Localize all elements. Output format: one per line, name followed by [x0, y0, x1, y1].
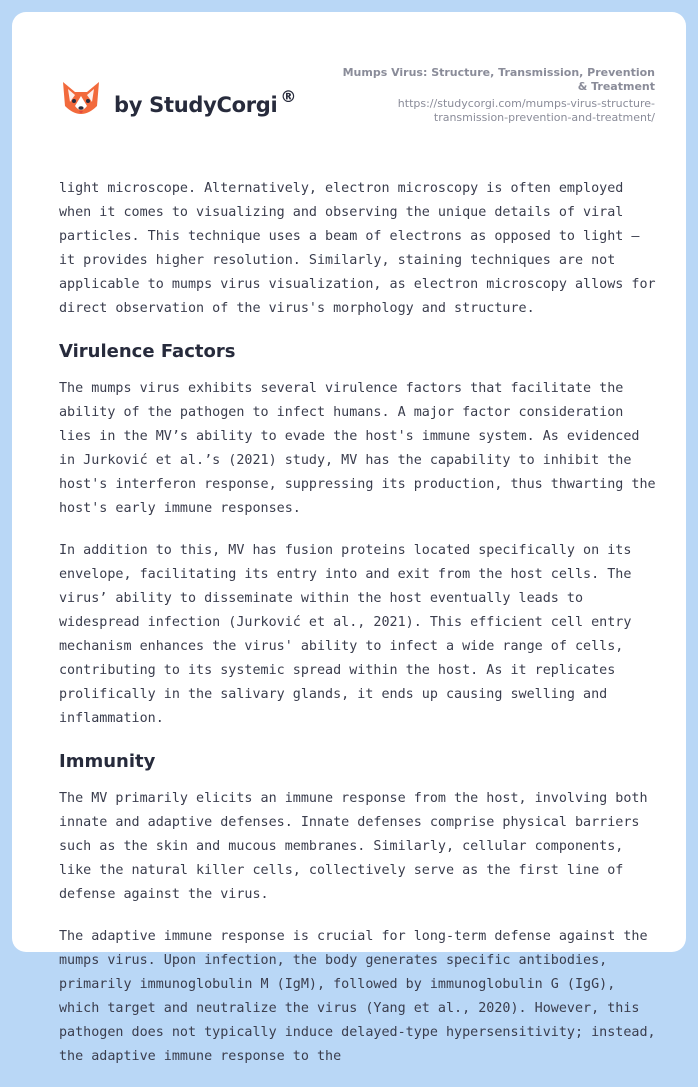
paragraph: The adaptive immune response is crucial for long-term defense against the mumps virus. Upon infection, the body generates specific antibodies, primarily immunoglobulin M (IgM), followed by immunoglobulin G (IgG), which target and neutralize the virus (Yang et al., 2020). However, this pathogen does not typically induce delayed-type hypersensitivity; instead, the adaptive immune response to the [59, 929, 656, 1064]
studycorgi-logo[interactable] [60, 76, 320, 136]
section-heading-virulence-factors: Virulence Factors [59, 341, 236, 362]
registered-mark: ® [280, 87, 297, 106]
paragraph: In addition to this, MV has fusion proteins located specifically on its envelope, facilitating its entry into and exit from the host cells. The virus’ ability to disseminate within the host eventually leads to widespread infection (Jurković et al., 2021). This efficient cell entry mechanism enhances the virus' ability to infect a wide range of cells, contributing to its systemic spread within the host. As it replicates prolifically in the salivary glands, it ends up causing swelling and inflammation. [59, 543, 632, 726]
document-title: Mumps Virus: Structure, Transmission, Prevention & Treatment [342, 66, 655, 93]
page-header [12, 12, 686, 162]
corgi-icon [60, 76, 102, 122]
document-meta [335, 66, 655, 125]
logo-text: by StudyCorgi ® [114, 87, 297, 117]
paragraph: light microscope. Alternatively, electron microscopy is often employed when it comes to visualizing and observing the unique details of viral particles. This technique uses a beam of electrons as opposed to light – it provides higher resolution. Similarly, staining techniques are not applicable to mumps virus visualization, as electron microscopy allows for direct observation of the virus's morphology and structure. [59, 181, 656, 316]
section-heading-immunity: Immunity [59, 751, 156, 772]
document-page [12, 12, 686, 1064]
paragraph: The mumps virus exhibits several virulence factors that facilitate the ability of the pathogen to infect humans. A major factor consideration lies in the MV’s ability to evade the host's immune system. As evidenced in Jurković et al.’s (2021) study, MV has the capability to inhibit the host's interferon response, suppressing its production, thus thwarting the host's early immune responses. [59, 381, 656, 516]
document-url[interactable]: https://studycorgi.com/mumps-virus-structure-transmission-prevention-and-treatment/ [397, 97, 655, 124]
article-body [59, 177, 659, 1087]
paragraph: The MV primarily elicits an immune response from the host, involving both innate and adaptive defenses. Innate defenses comprise physical barriers such as the skin and mucous membranes. Similarly, cellular components, like the natural killer cells, collectively serve as the first line of defense against the virus. [59, 791, 648, 902]
